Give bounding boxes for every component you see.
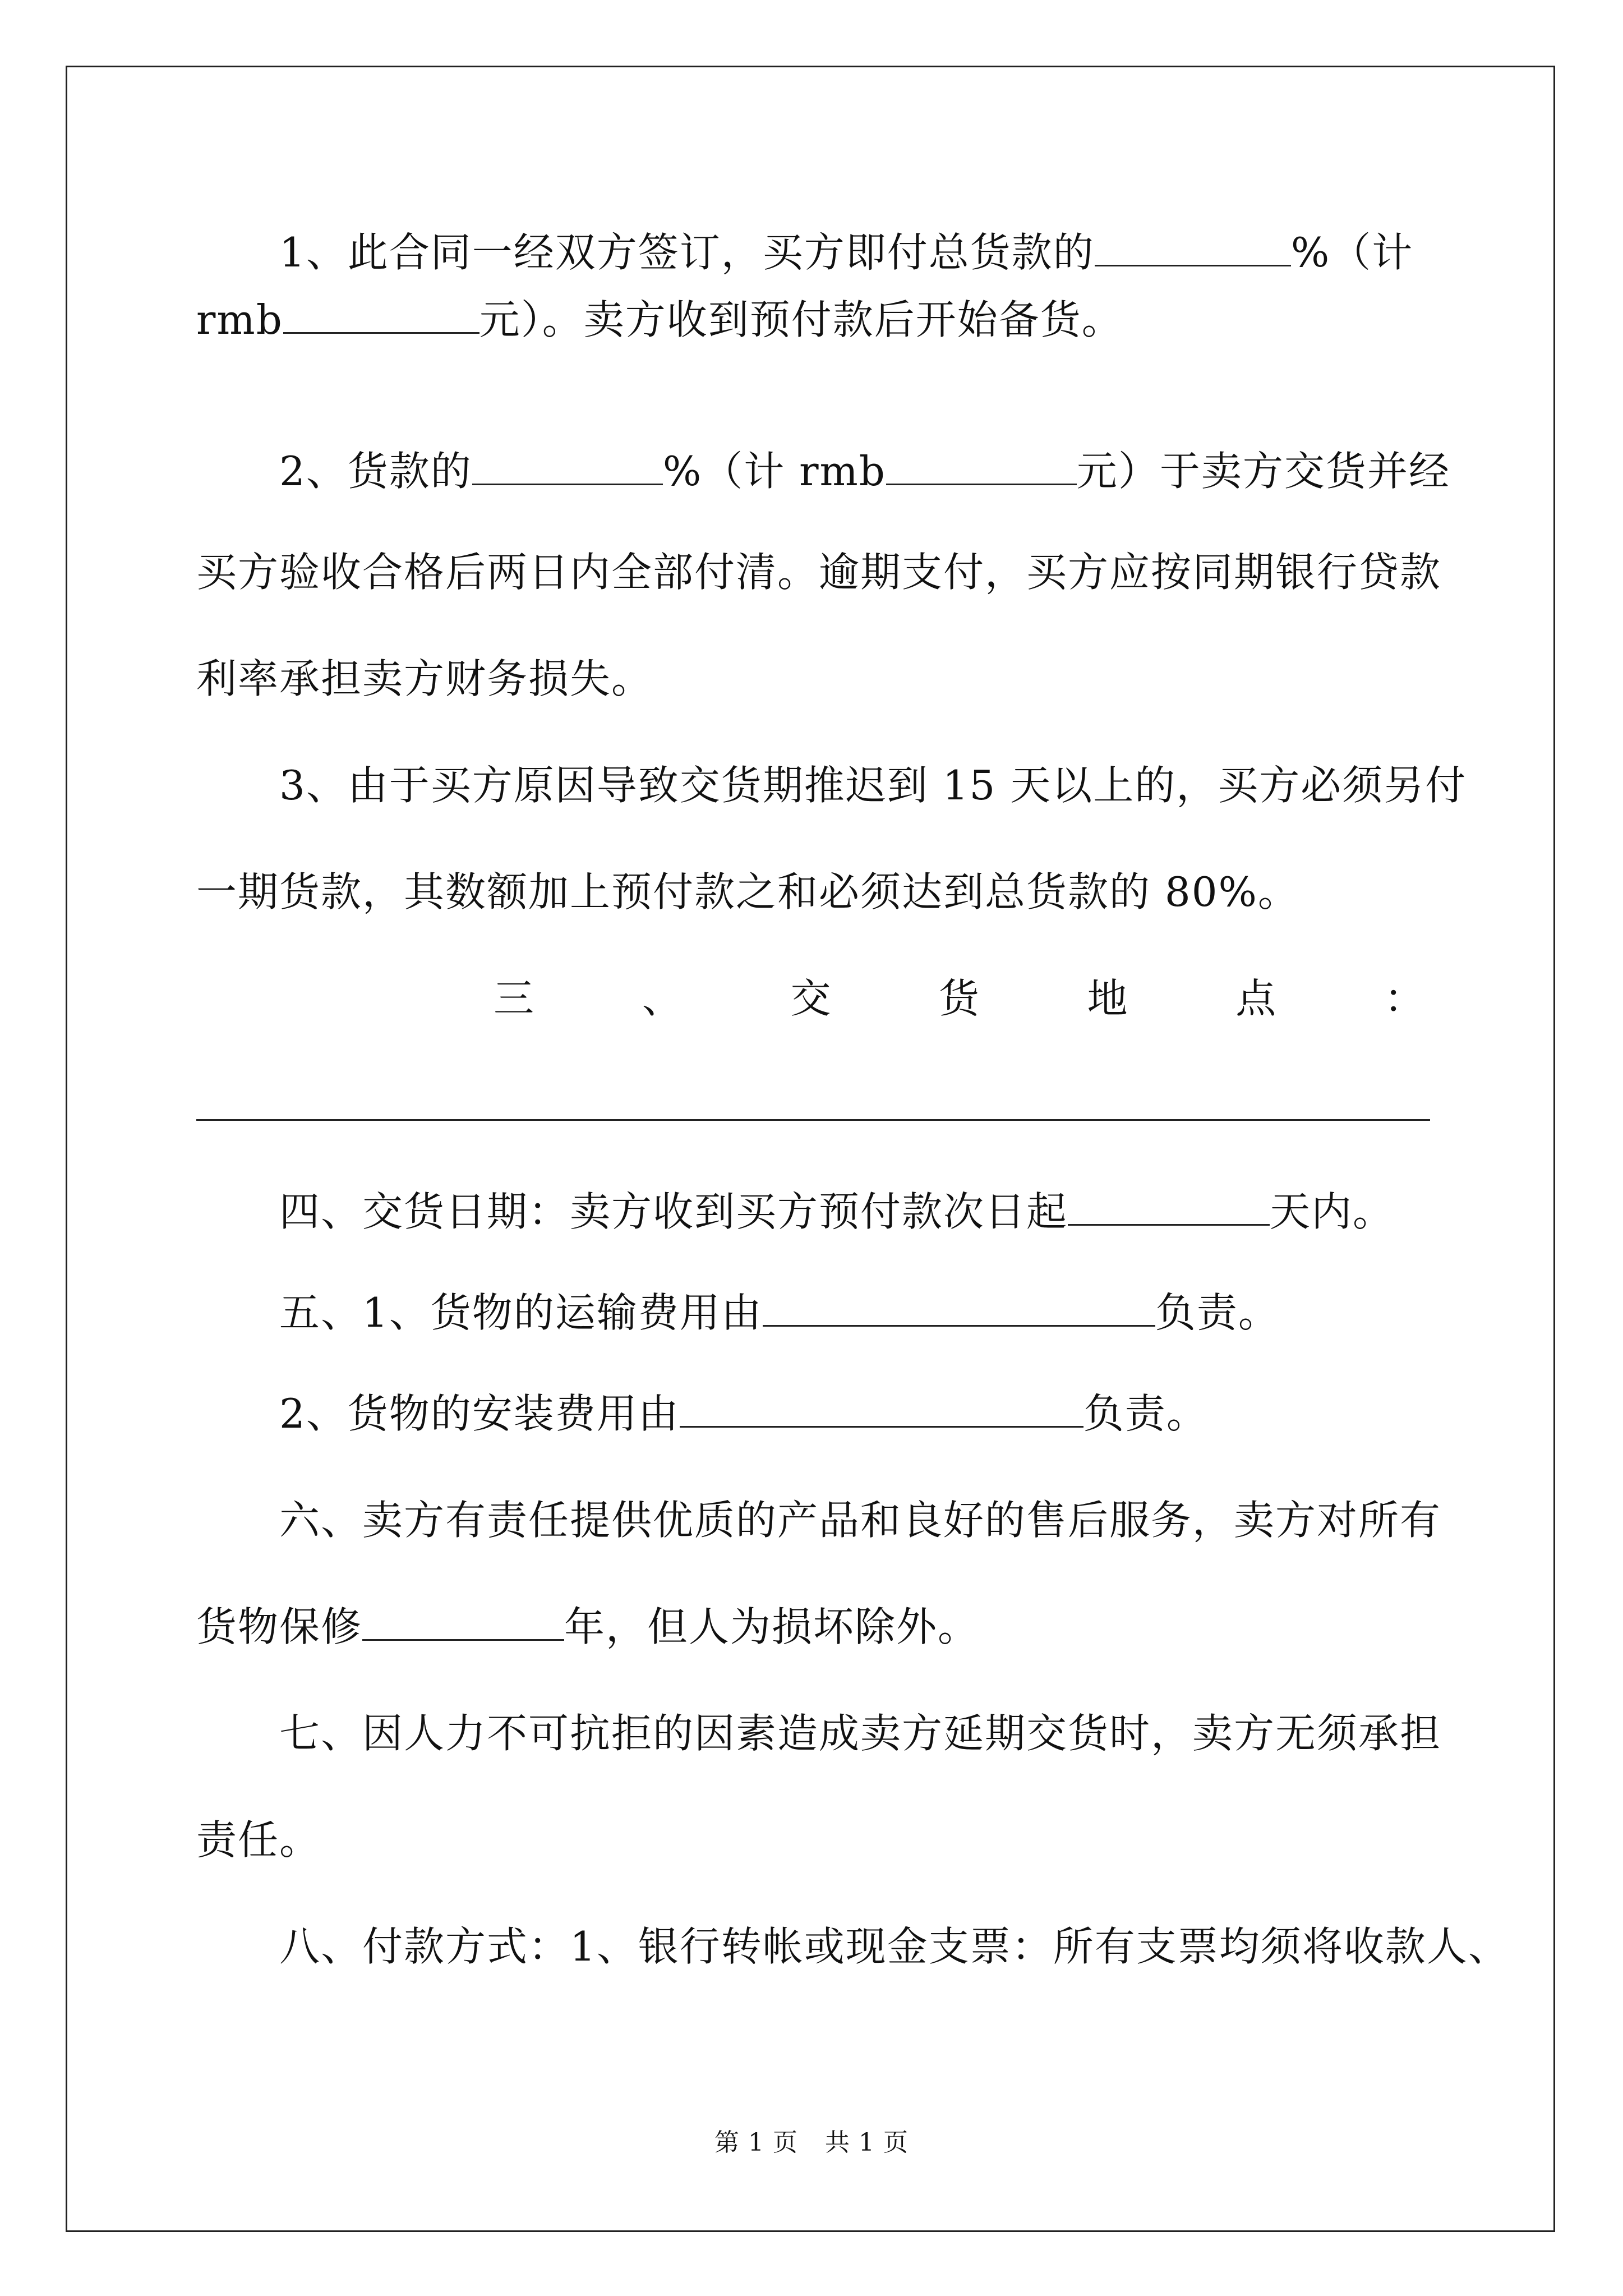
- clause-1-line-1: [196, 219, 1513, 286]
- fill-blank-transport-party[interactable]: [763, 1290, 1155, 1327]
- text-segment: %（计 rmb: [662, 448, 886, 495]
- fill-blank-days[interactable]: [1068, 1189, 1270, 1226]
- text-segment: 五、1、货物的运输费用由: [279, 1289, 763, 1336]
- page-border: [66, 66, 1555, 2232]
- text-segment: 2、货物的安装费用由: [279, 1390, 680, 1437]
- page-number-current: 第 1 页: [714, 2128, 798, 2157]
- clause-2-line-3: 利率承担卖方财务损失。: [196, 655, 653, 702]
- clause-3-line-1: 3、由于买方原因导致交货期推迟到 15 天以上的，买方必须另付: [279, 762, 1467, 809]
- text-segment: 四、交货日期：卖方收到买方预付款次日起: [279, 1188, 1068, 1235]
- text-segment: 元）于卖方交货并经: [1076, 448, 1450, 495]
- text-segment: 负责。: [1083, 1390, 1208, 1437]
- clause-2-line-1: [196, 438, 1513, 505]
- heading-char: 、: [642, 975, 683, 1022]
- section-8-line-1: 八、付款方式：1、银行转帐或现金支票：所有支票均须将收款人、: [279, 1923, 1510, 1970]
- text-segment: rmb: [196, 296, 283, 343]
- fill-blank-percent[interactable]: [472, 449, 663, 485]
- clause-2-line-2: 买方验收合格后两日内全部付清。逾期支付，买方应按同期银行贷款: [196, 549, 1442, 596]
- fill-blank-warranty-years[interactable]: [362, 1604, 564, 1641]
- section-3-heading: [196, 965, 1430, 1032]
- heading-char: 货: [938, 975, 979, 1022]
- fill-blank-delivery-location[interactable]: [196, 1119, 1430, 1121]
- heading-char: 交: [790, 975, 831, 1022]
- text-segment: 2、货款的: [279, 448, 472, 495]
- fill-blank-install-party[interactable]: [680, 1391, 1083, 1428]
- text-segment: 年，但人为损坏除外。: [564, 1603, 980, 1650]
- page-footer: [0, 2126, 1623, 2160]
- fill-blank-amount[interactable]: [283, 297, 479, 334]
- clause-3-line-2: 一期货款，其数额加上预付款之和必须达到总货款的 80%。: [196, 868, 1299, 915]
- section-6-line-1: 六、卖方有责任提供优质的产品和良好的售后服务，卖方对所有: [279, 1497, 1442, 1544]
- section-6-line-2: [196, 1593, 1430, 1660]
- section-7-line-1: 七、因人力不可抗拒的因素造成卖方延期交货时，卖方无须承担: [279, 1710, 1442, 1757]
- text-segment: 负责。: [1155, 1289, 1280, 1336]
- heading-char: 地: [1087, 975, 1128, 1022]
- text-segment: 1、此合同一经双方签订，买方即付总货款的: [279, 229, 1095, 276]
- heading-char: ：: [1384, 975, 1424, 1022]
- section-7-line-2: 责任。: [196, 1816, 321, 1864]
- fill-blank-amount[interactable]: [886, 449, 1077, 485]
- text-segment: 元）。卖方收到预付款后开始备货。: [479, 296, 1123, 343]
- section-5-item-1: [196, 1279, 1513, 1346]
- section-5-item-2: [196, 1380, 1513, 1447]
- clause-1-line-2: [196, 286, 1430, 353]
- text-segment: %（计: [1290, 229, 1414, 276]
- heading-char: 三: [494, 975, 534, 1022]
- fill-blank-percent[interactable]: [1095, 230, 1291, 266]
- text-segment: 天内。: [1270, 1188, 1395, 1235]
- section-4-line: [196, 1178, 1513, 1245]
- heading-char: 点: [1235, 975, 1276, 1022]
- text-segment: 货物保修: [196, 1603, 363, 1650]
- page-number-total: 共 1 页: [825, 2128, 909, 2157]
